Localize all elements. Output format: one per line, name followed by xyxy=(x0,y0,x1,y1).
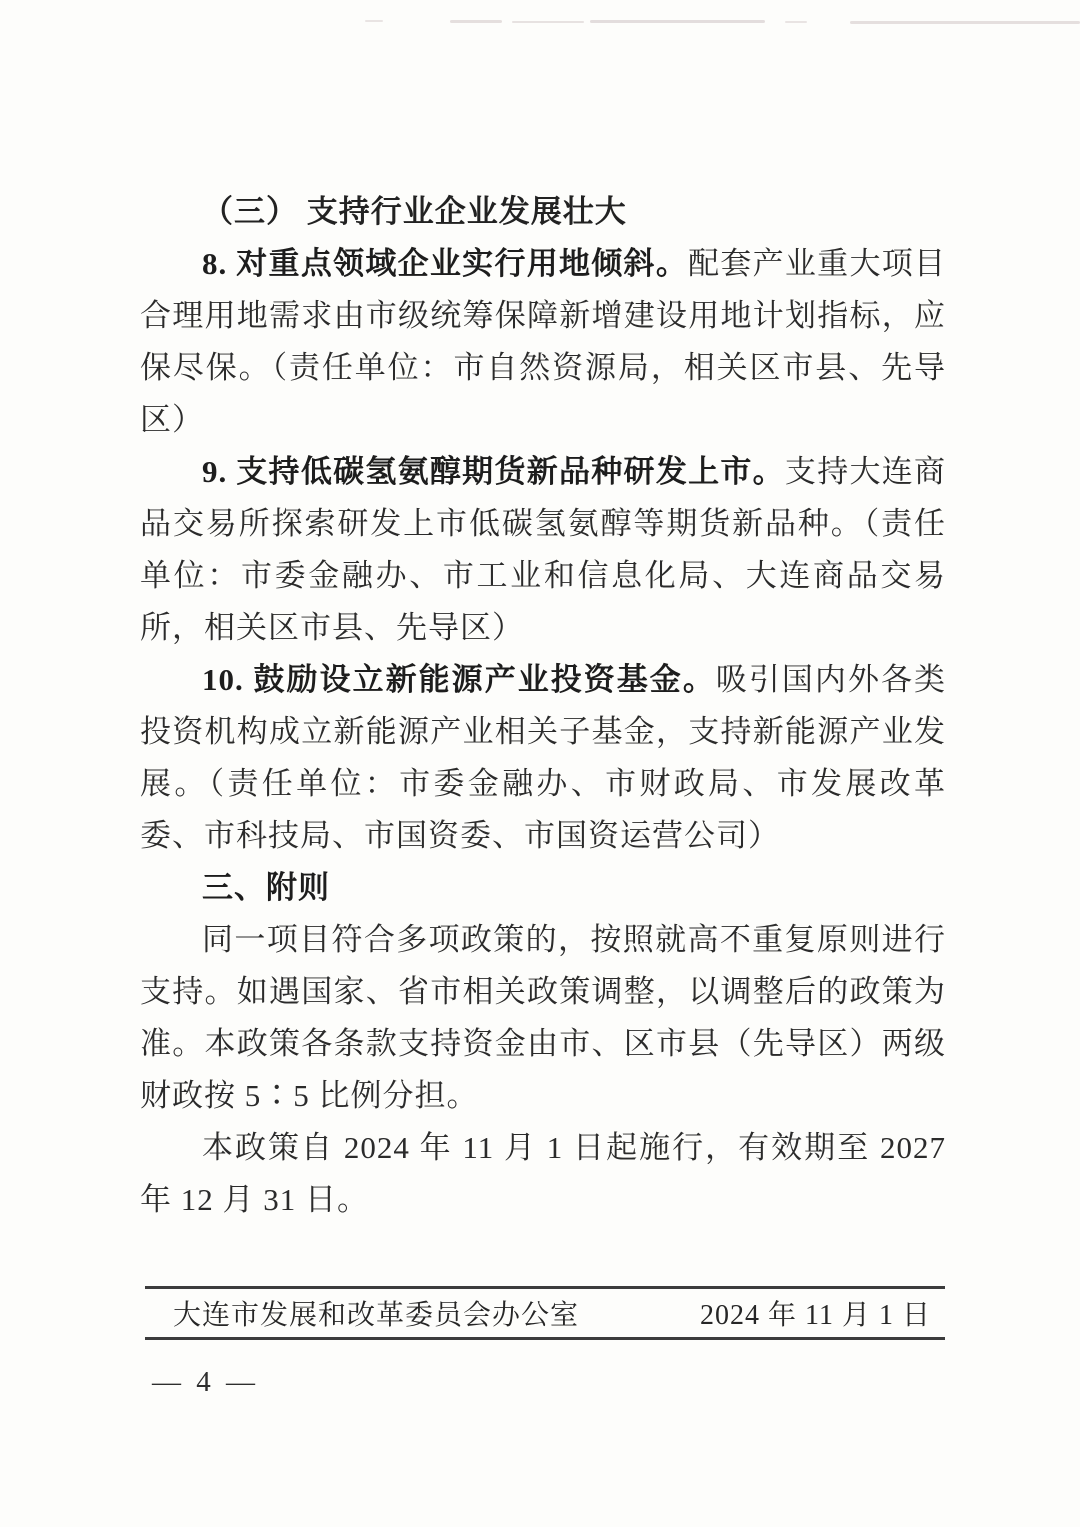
footer-box xyxy=(145,1286,945,1340)
part3-heading: 三、附则 xyxy=(202,870,330,905)
policy-item-9-title: 9. 支持低碳氢氨醇期货新品种研发上市。 xyxy=(202,454,785,489)
issuing-office: 大连市发展和改革委员会办公室 xyxy=(173,1300,580,1331)
scan-artifact xyxy=(850,21,1080,24)
policy-item-10-title: 10. 鼓励设立新能源产业投资基金。 xyxy=(202,662,716,697)
section-heading: （三） 支持行业企业发展壮大 xyxy=(202,194,627,229)
page-number: — 4 — xyxy=(152,1366,259,1398)
policy-item-9-body: 支持大连商品交易所探索研发上市低碳氢氨醇等期货新品种。（责任单位：市委金融办、市工业和信息化局、大连商品交易所，相关区市县、先导区） xyxy=(140,454,947,645)
scan-artifact xyxy=(450,20,502,23)
scan-artifact xyxy=(365,20,383,22)
scan-artifact xyxy=(590,20,765,23)
scan-artifact xyxy=(512,21,584,23)
document-body xyxy=(140,186,946,1226)
policy-item-8 xyxy=(140,238,946,446)
policy-item-8-body: 配套产业重大项目合理用地需求由市级统筹保障新增建设用地计划指标，应保尽保。（责任单位：市自然资源局，相关区市县、先导区） xyxy=(140,246,947,437)
policy-item-10-body: 吸引国内外各类投资机构成立新能源产业相关子基金，支持新能源产业发展。（责任单位：市委金融办、市财政局、市发展改革委、市科技局、市国资委、市国资运营公司） xyxy=(140,662,947,853)
closing-paragraph-1: 同一项目符合多项政策的，按照就高不重复原则进行支持。如遇国家、省市相关政策调整，以调整后的政策为准。本政策各条款支持资金由市、区市县（先导区）两级财政按 5∶5 比例分担。 xyxy=(140,922,946,1113)
closing-paragraph-2: 本政策自 2024 年 11 月 1 日起施行，有效期至 2027 年 12 月 31 日。 xyxy=(140,1130,946,1217)
issue-date: 2024 年 11 月 1 日 xyxy=(700,1300,931,1331)
policy-item-8-title: 8. 对重点领域企业实行用地倾斜。 xyxy=(202,246,689,281)
scan-artifact xyxy=(785,21,807,23)
policy-item-10 xyxy=(140,654,946,862)
policy-item-9 xyxy=(140,446,946,654)
